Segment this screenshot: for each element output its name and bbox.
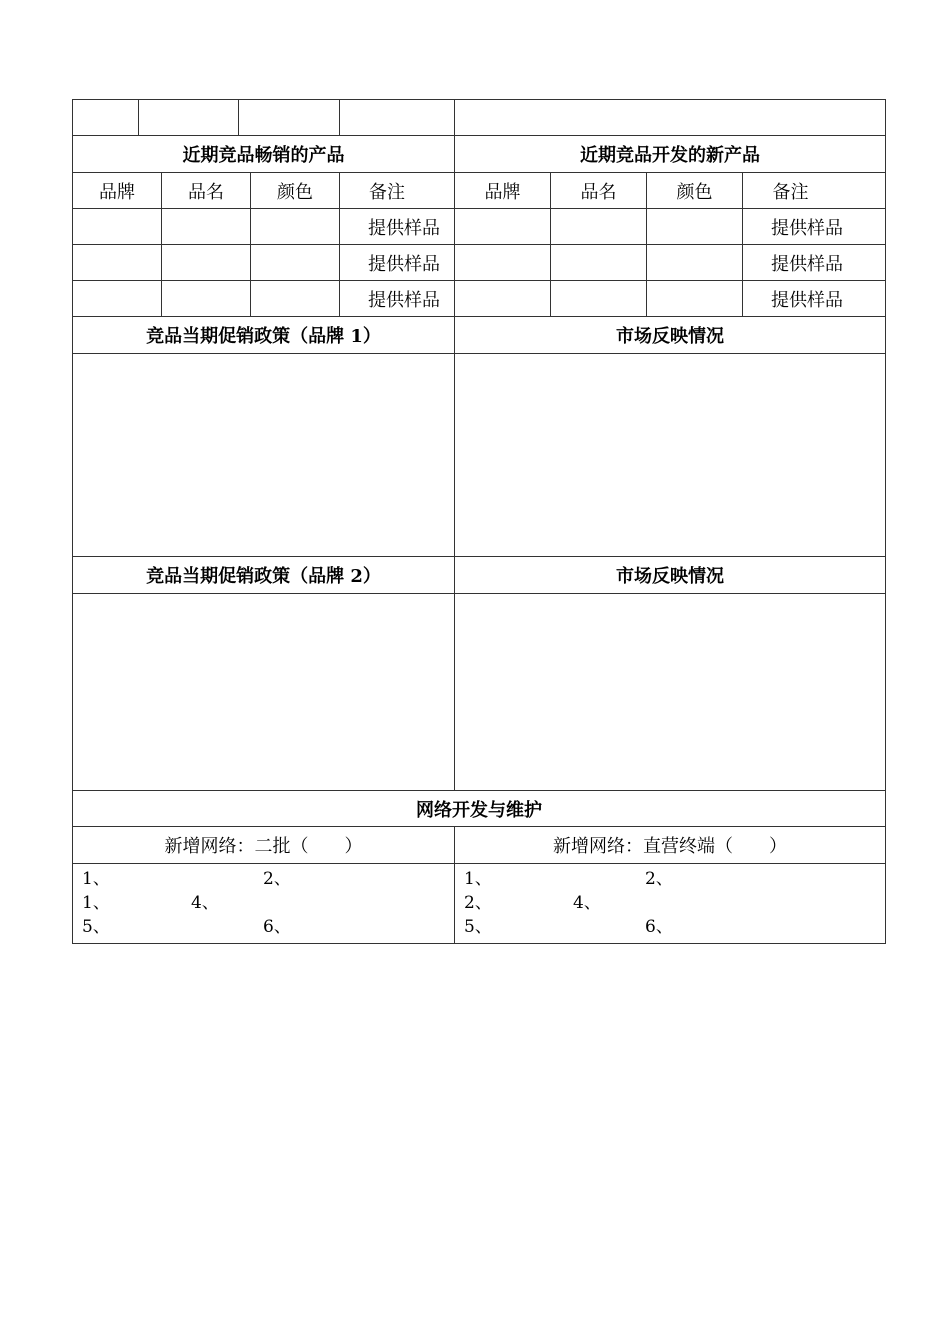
header-remark: 备注 [369, 181, 405, 203]
header-name: 品名 [188, 181, 224, 203]
col-line [138, 99, 139, 136]
table-border-right [885, 99, 886, 944]
list-item: 4、 [573, 893, 601, 913]
list-item: 5、 [464, 917, 492, 937]
list-item: 2、 [263, 869, 291, 889]
list-item: 6、 [645, 917, 673, 937]
list-item: 2、 [645, 869, 673, 889]
sample-note: 提供样品 [771, 253, 843, 275]
row-line [72, 353, 886, 354]
header-name: 品名 [580, 181, 617, 203]
header-remark: 备注 [772, 181, 809, 203]
sample-note: 提供样品 [368, 217, 440, 239]
table-border-bottom [72, 943, 886, 944]
promo1-title: 竞品当期促销政策（品牌 1） [146, 326, 381, 347]
sample-note: 提供样品 [771, 289, 843, 311]
list-item: 1、 [82, 893, 110, 913]
header-color: 颜色 [676, 181, 713, 203]
header-brand: 品牌 [484, 181, 521, 203]
network-title: 网络开发与维护 [416, 799, 542, 821]
network-left-label: 新增网络：二批（ ） [164, 836, 363, 857]
list-item: 4、 [191, 893, 219, 913]
sample-note: 提供样品 [771, 217, 843, 239]
sample-note: 提供样品 [368, 289, 440, 311]
bestsellers-title: 近期竞品畅销的产品 [182, 145, 345, 166]
list-item: 1、 [464, 869, 492, 889]
col-line [238, 99, 239, 136]
list-item: 1、 [82, 869, 110, 889]
list-item: 5、 [82, 917, 110, 937]
header-brand: 品牌 [99, 181, 135, 203]
row-line [72, 593, 886, 594]
col-line [339, 99, 340, 136]
new-products-title: 近期竞品开发的新产品 [580, 145, 760, 166]
header-color: 颜色 [277, 181, 313, 203]
market-reaction-title: 市场反映情况 [616, 566, 724, 587]
market-reaction-title: 市场反映情况 [616, 326, 724, 347]
network-right-label: 新增网络：直营终端（ ） [553, 836, 787, 857]
sample-note: 提供样品 [368, 253, 440, 275]
list-item: 6、 [263, 917, 291, 937]
list-item: 2、 [464, 893, 492, 913]
table-border-top [72, 99, 886, 100]
row-line [72, 863, 886, 864]
promo2-title: 竞品当期促销政策（品牌 2） [146, 566, 381, 587]
